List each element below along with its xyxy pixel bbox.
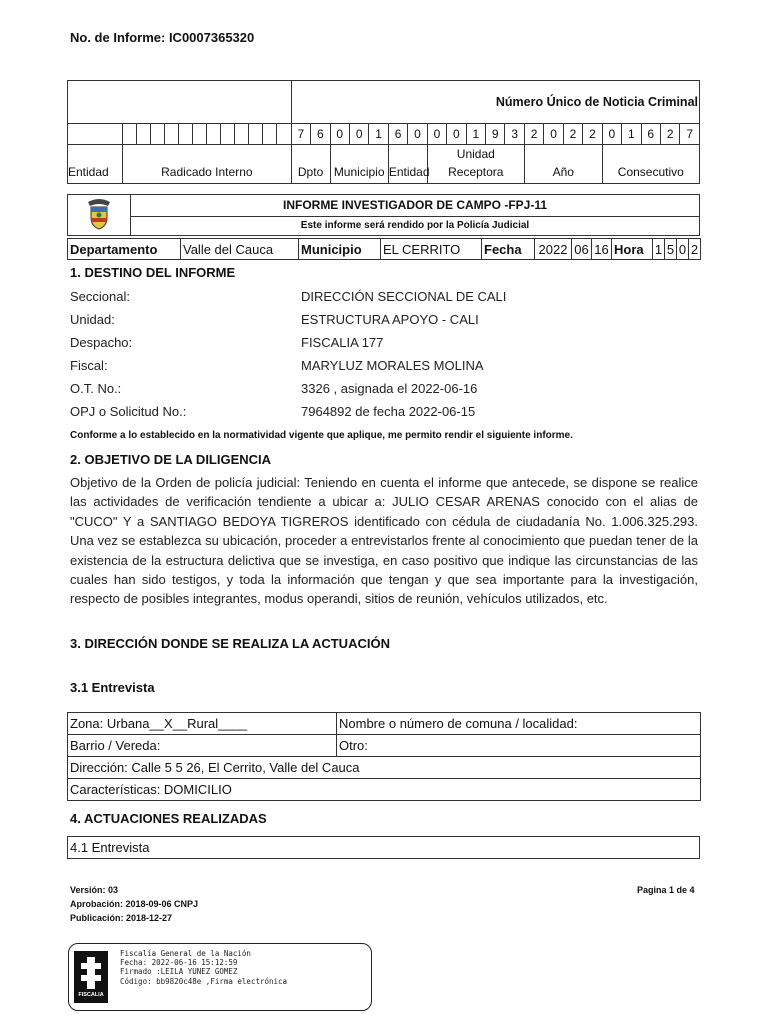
fecha-day: 16 — [592, 239, 612, 260]
nunc-entity-box — [68, 124, 123, 145]
footer-aprobacion: Aprobación: 2018-09-06 CNPJ — [70, 899, 199, 909]
departamento-value: Valle del Cauca — [181, 239, 299, 260]
seccional-value: DIRECCIÓN SECCIONAL DE CALI — [301, 289, 507, 304]
address-table — [67, 712, 701, 801]
radicado-box — [137, 124, 151, 145]
footer-version: Versión: 03 — [70, 885, 119, 895]
radicado-box — [277, 124, 291, 145]
barrio-cell: Barrio / Vereda: — [68, 735, 337, 757]
report-title: INFORME INVESTIGADOR DE CAMPO -FPJ-11 — [131, 195, 700, 217]
despacho-label: Despacho: — [70, 335, 133, 350]
signature-line: Fiscalía General de la Nación — [120, 949, 251, 958]
report-subtitle: Este informe será rendido por la Policía Judicial — [131, 216, 700, 235]
actuacion-item: 4.1 Entrevista — [68, 837, 700, 859]
radicado-box — [193, 124, 207, 145]
radicado-box — [165, 124, 179, 145]
municipio-label: Municipio — [299, 239, 381, 260]
nunc-digit: 2 — [583, 124, 602, 145]
hora-label: Hora — [612, 239, 653, 260]
ot-label: O.T. No.: — [70, 381, 122, 396]
section-4-title: 4. ACTUACIONES REALIZADAS — [70, 811, 267, 826]
departamento-label: Departamento — [68, 239, 181, 260]
ot-value: 3326 , asignada el 2022-06-16 — [301, 381, 478, 396]
nunc-digit: 0 — [602, 124, 621, 145]
signature-line: Código: bb9820c48e ,Firma electrónica — [120, 976, 288, 986]
section-2-title: 2. OBJETIVO DE LA DILIGENCIA — [70, 452, 272, 467]
label-anio: Año — [524, 145, 602, 184]
location-date-row — [67, 238, 701, 260]
hora-digit: 0 — [677, 239, 689, 260]
fiscal-value: MARYLUZ MORALES MOLINA — [301, 358, 484, 373]
nunc-digit: 0 — [447, 124, 466, 145]
fiscalia-logo — [74, 951, 108, 1003]
radicado-box — [123, 124, 137, 145]
fiscal-label: Fiscal: — [70, 358, 108, 373]
nunc-digit: 0 — [330, 124, 349, 145]
label-entidad: Entidad — [68, 145, 123, 184]
opj-value: 7964892 de fecha 2022-06-15 — [301, 404, 476, 419]
coat-of-arms-cell — [68, 195, 131, 236]
hora-digit: 1 — [653, 239, 665, 260]
nunc-digit: 0 — [427, 124, 446, 145]
nunc-digit: 6 — [311, 124, 330, 145]
nunc-digit: 9 — [486, 124, 505, 145]
despacho-value: FISCALIA 177 — [301, 335, 384, 350]
radicado-box — [207, 124, 221, 145]
report-header — [67, 194, 700, 236]
direccion-cell: Dirección: Calle 5 5 26, El Cerrito, Valle del Cauca — [68, 757, 701, 779]
municipio-value: EL CERRITO — [381, 239, 482, 260]
fecha-month: 06 — [572, 239, 592, 260]
radicado-box — [179, 124, 193, 145]
signature-line: Firmado :LEILA YUNEZ GOMEZ — [120, 967, 238, 977]
comuna-cell: Nombre o número de comuna / localidad: — [337, 713, 701, 735]
nunc-digit: 7 — [680, 124, 700, 145]
radicado-box — [263, 124, 277, 145]
coat-of-arms-icon — [84, 196, 114, 230]
actuaciones-table — [67, 836, 700, 859]
radicado-box — [221, 124, 235, 145]
report-number: No. de Informe: IC0007365320 — [70, 30, 255, 45]
section-1-title: 1. DESTINO DEL INFORME — [70, 265, 236, 280]
nunc-digit: 7 — [291, 124, 310, 145]
opj-label: OPJ o Solicitud No.: — [70, 404, 187, 419]
label-unidad-receptora: Unidad Receptora — [427, 145, 524, 184]
nunc-digit: 1 — [466, 124, 485, 145]
caracteristicas-cell: Características: DOMICILIO — [68, 779, 701, 801]
nunc-digit: 0 — [408, 124, 427, 145]
radicado-box — [249, 124, 263, 145]
nunc-digit: 1 — [369, 124, 388, 145]
fecha-label: Fecha — [482, 239, 535, 260]
zona-cell: Zona: Urbana__X__Rural____ — [68, 713, 337, 735]
nunc-digit: 2 — [524, 124, 543, 145]
label-entidad-2: Entidad — [388, 145, 427, 184]
radicado-box — [235, 124, 249, 145]
footer-publicacion: Publicación: 2018-12-27 — [70, 913, 173, 923]
radicado-box — [151, 124, 165, 145]
seccional-label: Seccional: — [70, 289, 130, 304]
section-3-title: 3. DIRECCIÓN DONDE SE REALIZA LA ACTUACIÓN — [70, 636, 390, 651]
conformity-note: Conforme a lo establecido en la normatividad vigente que aplique, me permito rendir el siguiente informe. — [70, 430, 573, 441]
nunc-digit: 6 — [641, 124, 660, 145]
signature-line: Fecha: 2022-06-16 15:12:59 — [120, 958, 238, 968]
label-radicado: Radicado Interno — [123, 145, 292, 184]
unidad-label: Unidad: — [70, 312, 115, 327]
otro-cell: Otro: — [337, 735, 701, 757]
nunc-digit: 1 — [622, 124, 641, 145]
nunc-table — [67, 80, 700, 184]
nunc-digit: 6 — [388, 124, 407, 145]
label-consecutivo: Consecutivo — [602, 145, 699, 184]
nunc-digit: 2 — [660, 124, 679, 145]
hora-digit: 5 — [665, 239, 677, 260]
section-3-1-title: 3.1 Entrevista — [70, 680, 155, 695]
label-municipio: Municipio — [330, 145, 388, 184]
signature-details — [120, 949, 287, 986]
nunc-digit: 0 — [544, 124, 563, 145]
label-dpto: Dpto — [291, 145, 330, 184]
unidad-value: ESTRUCTURA APOYO - CALI — [301, 312, 479, 327]
fiscalia-logo-text: FISCALIA — [78, 992, 104, 998]
nunc-title: Número Único de Noticia Criminal — [291, 81, 699, 124]
fecha-year: 2022 — [535, 239, 572, 260]
nunc-digit: 3 — [505, 124, 524, 145]
objective-text: Objetivo de la Orden de policía judicial: Teniendo en cuenta el informe que antecede, se dispone se realice las actividades de verificación tendiente a ubicar a: JULIO CESAR ARENAS conocido con el alias de "CUCO" Y a SANTIAGO BEDOYA TIGREROS identificado con cédula de ciudadanía No. 1.006.325.293. Una vez se establezca su ubicación, proceder a entrevistarlos frente al conocimiento que puedan tener de la existencia de la estructura delictiva que se investiga, en caso positivo que indique las circunstancias de las cuales han sido testigos, y toda la información que tengan y que sea importante para la investigación, respecto de posibles integrantes, modus operandi, sitios de reunión, vehículos utilizados, etc. — [70, 475, 698, 607]
nunc-digit: 2 — [563, 124, 582, 145]
nunc-digit: 0 — [349, 124, 368, 145]
nunc-blank-cell — [68, 81, 292, 124]
page-number: Pagina 1 de 4 — [637, 885, 695, 895]
hora-digit: 2 — [689, 239, 701, 260]
